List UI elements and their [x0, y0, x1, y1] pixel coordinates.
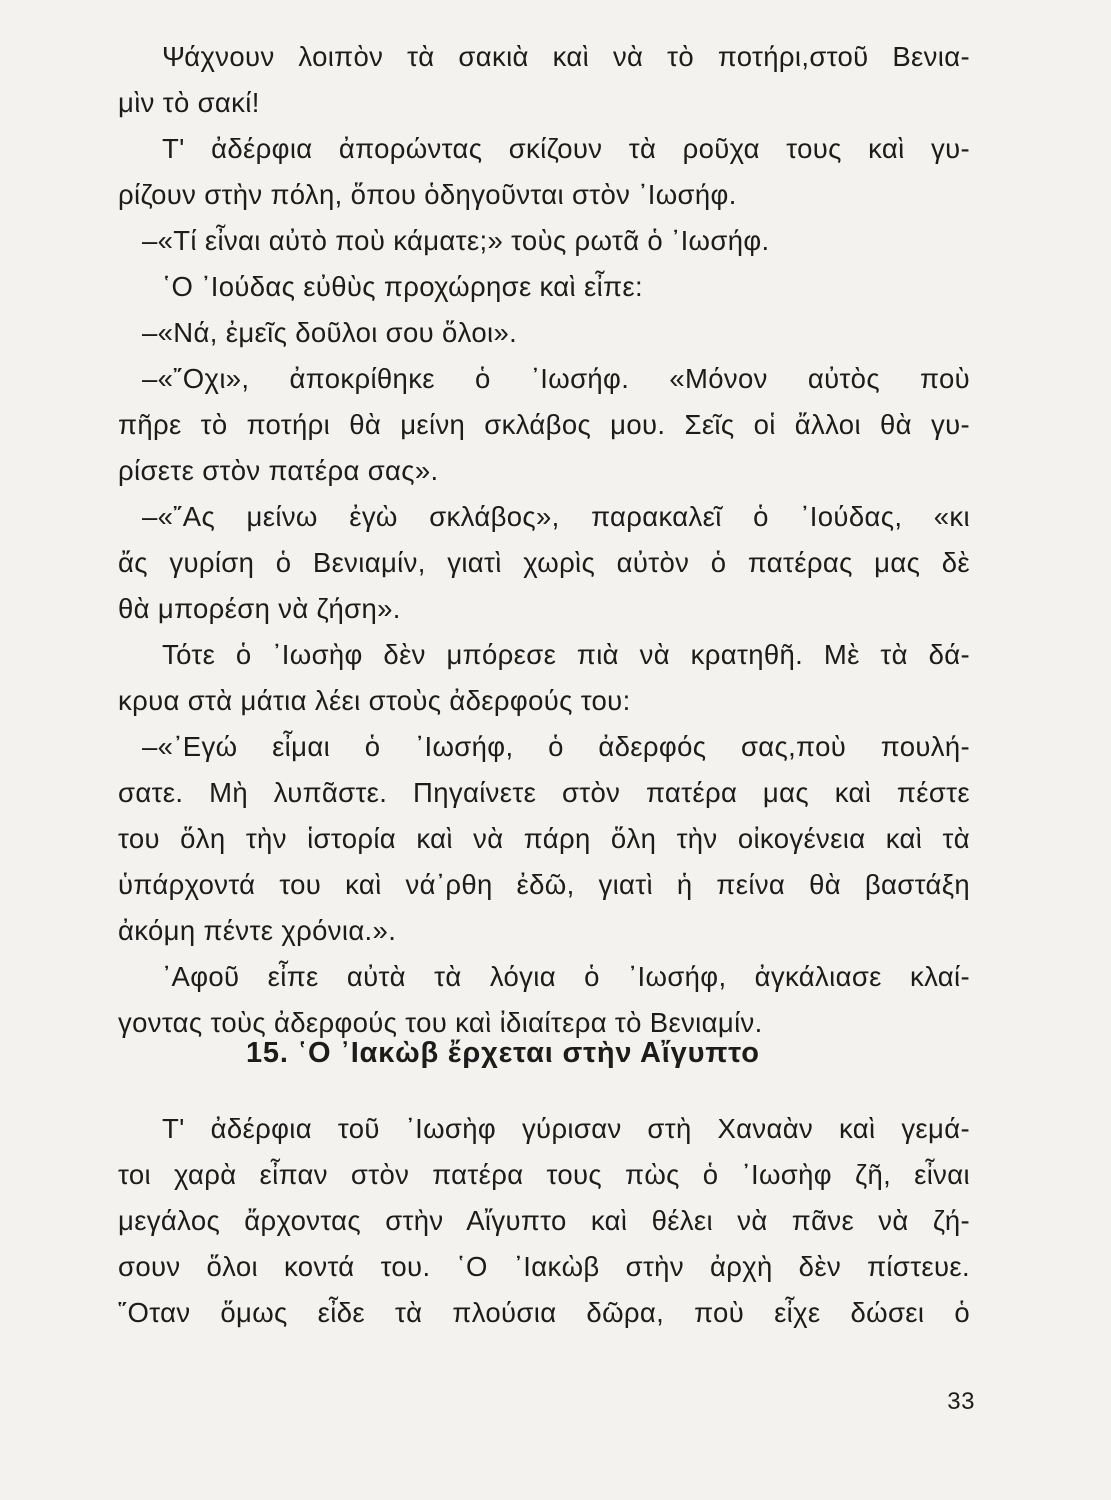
- text-line: κρυα στὰ μάτια λέει στοὺς ἀδερφούς του:: [118, 685, 631, 716]
- text-line: τοι χαρὰ εἶπαν στὸν πατέρα τους πὼς ὁ ᾽Ιωσὴφ ζῆ, εἶναι: [118, 1159, 970, 1190]
- text-line: γοντας τοὺς ἀδερφούς του καὶ ἰδιαίτερα τὸ Βενιαμίν.: [118, 1007, 763, 1038]
- text-line: Τότε ὁ ᾽Ιωσὴφ δὲν μπόρεσε πιὰ νὰ κρατηθῆ. Μὲ τὰ δά-: [162, 639, 970, 670]
- text-line: Τ' ἀδέρφια τοῦ ᾽Ιωσὴφ γύρισαν στὴ Χαναὰν καὶ γεμά-: [162, 1113, 970, 1144]
- text-line: ἀκόμη πέντε χρόνια.».: [118, 915, 397, 946]
- text-line: Τ' ἀδέρφια ἀπορώντας σκίζουν τὰ ροῦχα τους καὶ γυ-: [162, 133, 970, 164]
- text-line: –«᾽Εγώ εἶμαι ὁ ᾽Ιωσήφ, ὁ ἀδερφός σας,ποὺ πουλή-: [142, 731, 970, 762]
- text-line: σουν ὅλοι κοντά του. ῾Ο ᾽Ιακὼβ στὴν ἀρχὴ δὲν πίστευε.: [118, 1251, 970, 1282]
- text-line: σατε. Μὴ λυπᾶστε. Πηγαίνετε στὸν πατέρα μας καὶ πέστε: [118, 777, 970, 808]
- text-line: –«῎Οχι», ἀποκρίθηκε ὁ ᾽Ιωσήφ. «Μόνον αὐτὸς ποὺ: [142, 363, 970, 394]
- text-line: μὶν τὸ σακί!: [118, 87, 260, 118]
- text-line: μεγάλος ἄρχοντας στὴν Αἴγυπτο καὶ θέλει νὰ πᾶνε νὰ ζή-: [118, 1205, 970, 1236]
- text-line: Ψάχνουν λοιπὸν τὰ σακιὰ καὶ νὰ τὸ ποτήρι,στοῦ Βενια-: [162, 41, 970, 72]
- text-line: ῞Οταν ὅμως εἶδε τὰ πλούσια δῶρα, ποὺ εἶχε δώσει ὁ: [118, 1297, 970, 1328]
- text-line: ρίζουν στὴν πόλη, ὅπου ὁδηγοῦνται στὸν ᾽Ιωσήφ.: [118, 179, 737, 210]
- text-line: ἄς γυρίση ὁ Βενιαμίν, γιατὶ χωρὶς αὐτὸν ὁ πατέρας μας δὲ: [118, 547, 970, 578]
- section-heading: 15. ῾Ο ᾽Ιακὼβ ἔρχεται στὴν Αἴγυπτο: [246, 1037, 760, 1069]
- page-number: 33: [947, 1388, 975, 1415]
- text-line: –«῎Ας μείνω ἐγὼ σκλάβος», παρακαλεῖ ὁ ᾽Ιούδας, «κι: [142, 501, 970, 532]
- text-line: θὰ μπορέση νὰ ζήση».: [118, 593, 401, 624]
- text-line: ρίσετε στὸν πατέρα σας».: [118, 455, 439, 486]
- text-line: –«Νά, ἐμεῖς δοῦλοι σου ὅλοι».: [142, 317, 518, 348]
- text-line: του ὅλη τὴν ἱστορία καὶ νὰ πάρη ὅλη τὴν οἰκογένεια καὶ τὰ: [118, 823, 970, 854]
- text-line: –«Τί εἶναι αὐτὸ ποὺ κάματε;» τοὺς ρωτᾶ ὁ ᾽Ιωσήφ.: [142, 225, 770, 256]
- text-line: ὑπάρχοντά του καὶ νά᾽ρθη ἐδῶ, γιατὶ ἡ πείνα θὰ βαστάξη: [118, 869, 970, 900]
- text-line: ῾Ο ᾽Ιούδας εὐθὺς προχώρησε καὶ εἶπε:: [162, 271, 643, 302]
- text-line: ᾽Αφοῦ εἶπε αὐτὰ τὰ λόγια ὁ ᾽Ιωσήφ, ἀγκάλιασε κλαί-: [162, 961, 970, 992]
- body-text-top: [118, 34, 970, 1046]
- body-text-bottom: [118, 1106, 970, 1336]
- text-line: πῆρε τὸ ποτήρι θὰ μείνη σκλάβος μου. Σεῖς οἱ ἄλλοι θὰ γυ-: [118, 409, 970, 440]
